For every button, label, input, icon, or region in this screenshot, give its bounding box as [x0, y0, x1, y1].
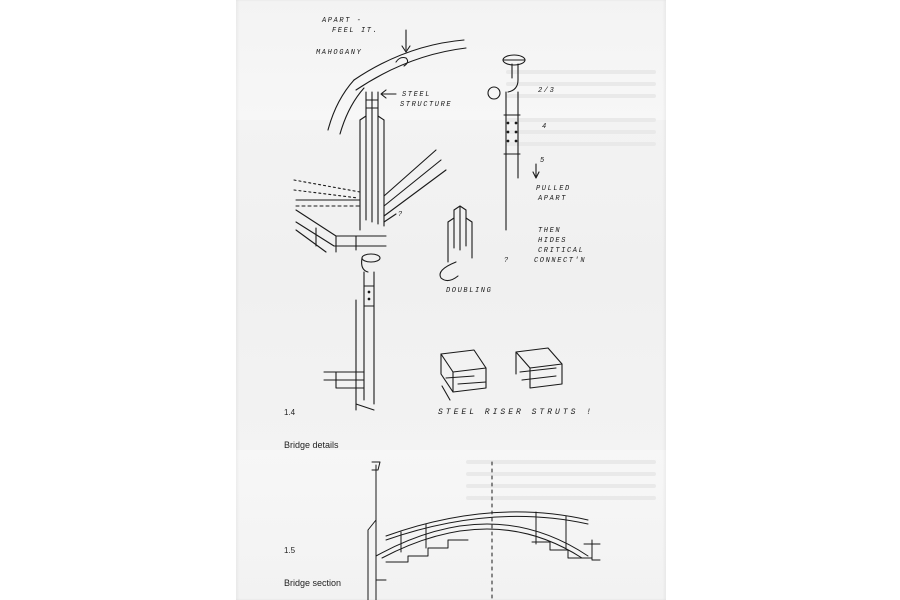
- figure-caption-bridge-details: Bridge details: [284, 440, 339, 450]
- note-pulled: PULLED: [536, 185, 571, 193]
- figure-number-1-5: 1.5: [284, 546, 296, 555]
- note-hides: HIDES: [538, 237, 568, 245]
- note-critical: CRITICAL: [538, 247, 585, 255]
- figure-number-1-4: 1.4: [284, 408, 296, 417]
- note-then: THEN: [538, 227, 562, 235]
- bridge-details-sketch: [236, 0, 666, 600]
- handrail-steel-structure-drawing: [294, 30, 466, 252]
- note-structure: STRUCTURE: [400, 101, 453, 109]
- note-question-1: ?: [398, 211, 404, 219]
- figure-caption-bridge-section: Bridge section: [284, 578, 342, 588]
- note-mahogany: MAHOGANY: [316, 49, 363, 57]
- post-with-handrail-drawing: [488, 55, 539, 230]
- note-step-5: 5: [540, 157, 546, 165]
- note-apart: APART: [538, 195, 568, 203]
- note-apart-line1: APART -: [322, 17, 363, 25]
- note-step-4: 4: [542, 123, 548, 131]
- note-doubling: DOUBLING: [446, 287, 493, 295]
- note-question-2: ?: [504, 257, 510, 265]
- note-step-2-3: 2/3: [538, 87, 556, 95]
- bridge-section-drawing: [368, 462, 600, 600]
- lower-post-drawing: [324, 254, 380, 410]
- note-connection: CONNECT'N: [534, 257, 587, 265]
- note-steel-riser-struts: STEEL RISER STRUTS !: [438, 408, 595, 417]
- doubling-detail-drawing: [440, 206, 472, 281]
- note-apart-line2: FEEL IT.: [332, 27, 379, 35]
- riser-strut-right-drawing: [516, 348, 562, 388]
- book-page: [236, 0, 666, 600]
- riser-strut-left-drawing: [441, 350, 486, 400]
- note-steel: STEEL: [402, 91, 432, 99]
